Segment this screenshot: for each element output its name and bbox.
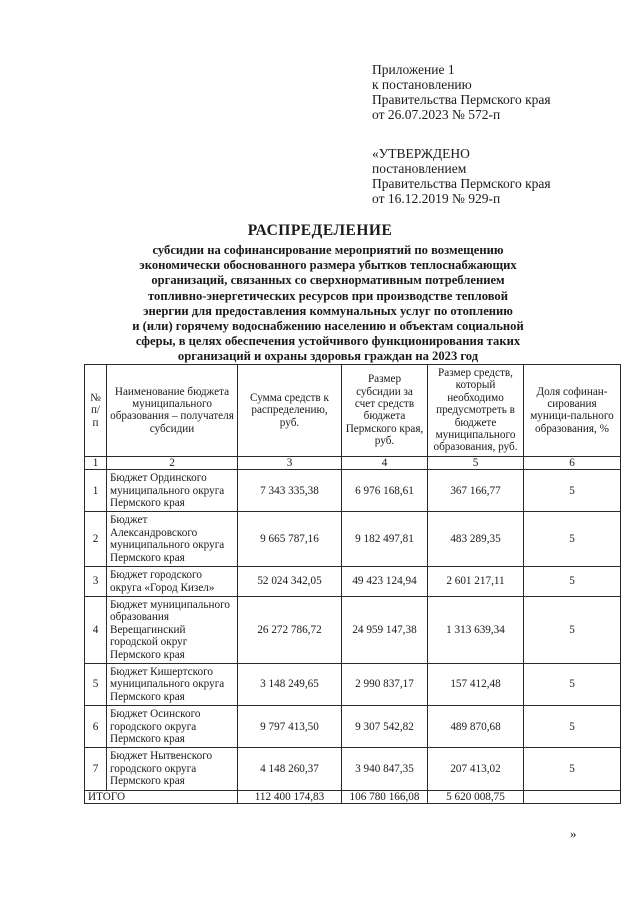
- approved-block: [372, 146, 551, 206]
- row-total-sum: 7 343 335,38: [238, 470, 342, 512]
- row-subsidy: 9 182 497,81: [342, 512, 428, 567]
- column-index: 2: [107, 456, 238, 469]
- table-row: [85, 567, 621, 597]
- header-budget-name: Наименование бюджета муниципального образования – получателя субсидии: [107, 365, 238, 457]
- header-subsidy: Размер субсидии за счет средств бюджета Пермского края, руб.: [342, 365, 428, 457]
- row-number: 1: [85, 470, 107, 512]
- column-index: 5: [428, 456, 524, 469]
- row-total-sum: 52 024 342,05: [238, 567, 342, 597]
- document-title: РАСПРЕДЕЛЕНИЕ: [247, 222, 393, 239]
- column-index: 1: [85, 456, 107, 469]
- header-number: № п/п: [85, 365, 107, 457]
- table-row: [85, 748, 621, 790]
- total-local-funds: 5 620 008,75: [428, 790, 524, 803]
- appendix-line: от 26.07.2023 № 572-п: [372, 107, 501, 122]
- row-subsidy: 3 940 847,35: [342, 748, 428, 790]
- approved-line: «УТВЕРЖДЕНО: [372, 146, 470, 161]
- row-subsidy: 49 423 124,94: [342, 567, 428, 597]
- row-budget-name: Бюджет Осинского городского округа Пермского края: [107, 706, 238, 748]
- row-share: 5: [524, 567, 621, 597]
- total-sum: 112 400 174,83: [238, 790, 342, 803]
- total-row: [85, 790, 621, 803]
- row-number: 4: [85, 596, 107, 663]
- row-share: 5: [524, 748, 621, 790]
- column-index: 3: [238, 456, 342, 469]
- row-number: 5: [85, 663, 107, 705]
- row-budget-name: Бюджет Кишертского муниципального округа Пермского края: [107, 663, 238, 705]
- header-share: Доля софинан-сирования муници-пального образования, %: [524, 365, 621, 457]
- row-total-sum: 26 272 786,72: [238, 596, 342, 663]
- row-budget-name: Бюджет Ординского муниципального округа Пермского края: [107, 470, 238, 512]
- document-subtitle: [88, 243, 568, 365]
- row-number: 6: [85, 706, 107, 748]
- row-local-funds: 489 870,68: [428, 706, 524, 748]
- total-share: [524, 790, 621, 803]
- closing-quote: »: [570, 826, 577, 841]
- approved-line: постановлением: [372, 161, 467, 176]
- appendix-line: Правительства Пермского края: [372, 92, 551, 107]
- row-local-funds: 1 313 639,34: [428, 596, 524, 663]
- table-header-row: [85, 365, 621, 457]
- row-share: 5: [524, 512, 621, 567]
- approved-line: Правительства Пермского края: [372, 176, 551, 191]
- row-total-sum: 9 797 413,50: [238, 706, 342, 748]
- row-budget-name: Бюджет муниципального образования Верещагинский городской округ Пермского края: [107, 596, 238, 663]
- appendix-line: к постановлению: [372, 77, 472, 92]
- row-share: 5: [524, 663, 621, 705]
- column-index-row: [85, 456, 621, 469]
- row-share: 5: [524, 596, 621, 663]
- subtitle-line: организаций, связанных со сверхнормативным потреблением: [151, 273, 505, 288]
- table-row: [85, 512, 621, 567]
- row-subsidy: 24 959 147,38: [342, 596, 428, 663]
- row-share: 5: [524, 706, 621, 748]
- row-local-funds: 207 413,02: [428, 748, 524, 790]
- header-local-funds: Размер средств, который необходимо предусмотреть в бюджете муниципального образования, руб.: [428, 365, 524, 457]
- subtitle-line: организаций и охраны здоровья граждан на 2023 год: [177, 349, 479, 364]
- subtitle-line: энергии для предоставления коммунальных услуг по отоплению: [143, 303, 513, 318]
- header-total-sum: Сумма средств к распределению, руб.: [238, 365, 342, 457]
- table-row: [85, 706, 621, 748]
- subtitle-line: экономически обоснованного размера убытков теплоснабжающих: [139, 258, 517, 273]
- appendix-block: [372, 62, 551, 122]
- row-share: 5: [524, 470, 621, 512]
- row-total-sum: 4 148 260,37: [238, 748, 342, 790]
- row-local-funds: 367 166,77: [428, 470, 524, 512]
- subtitle-line: топливно-энергетических ресурсов при производстве тепловой: [148, 288, 508, 303]
- row-number: 2: [85, 512, 107, 567]
- row-subsidy: 6 976 168,61: [342, 470, 428, 512]
- total-label: ИТОГО: [85, 790, 238, 803]
- row-total-sum: 3 148 249,65: [238, 663, 342, 705]
- row-total-sum: 9 665 787,16: [238, 512, 342, 567]
- column-index: 6: [524, 456, 621, 469]
- table-row: [85, 663, 621, 705]
- table-row: [85, 596, 621, 663]
- distribution-table: [84, 364, 621, 804]
- row-number: 3: [85, 567, 107, 597]
- subtitle-line: субсидии на софинансирование мероприятий по возмещению: [152, 243, 504, 257]
- row-number: 7: [85, 748, 107, 790]
- row-budget-name: Бюджет городского округа «Город Кизел»: [107, 567, 238, 597]
- total-subsidy: 106 780 166,08: [342, 790, 428, 803]
- table-row: [85, 470, 621, 512]
- column-index: 4: [342, 456, 428, 469]
- approved-line: от 16.12.2019 № 929-п: [372, 191, 501, 206]
- appendix-line: Приложение 1: [372, 62, 455, 77]
- row-local-funds: 157 412,48: [428, 663, 524, 705]
- row-local-funds: 2 601 217,11: [428, 567, 524, 597]
- row-subsidy: 9 307 542,82: [342, 706, 428, 748]
- subtitle-line: и (или) горячему водоснабжению населению и объектам социальной: [132, 319, 524, 334]
- row-budget-name: Бюджет Нытвенского городского округа Пермского края: [107, 748, 238, 790]
- row-local-funds: 483 289,35: [428, 512, 524, 567]
- subtitle-line: сферы, в целях обеспечения устойчивого функционирования таких: [135, 334, 521, 349]
- row-subsidy: 2 990 837,17: [342, 663, 428, 705]
- row-budget-name: Бюджет Александровского муниципального округа Пермского края: [107, 512, 238, 567]
